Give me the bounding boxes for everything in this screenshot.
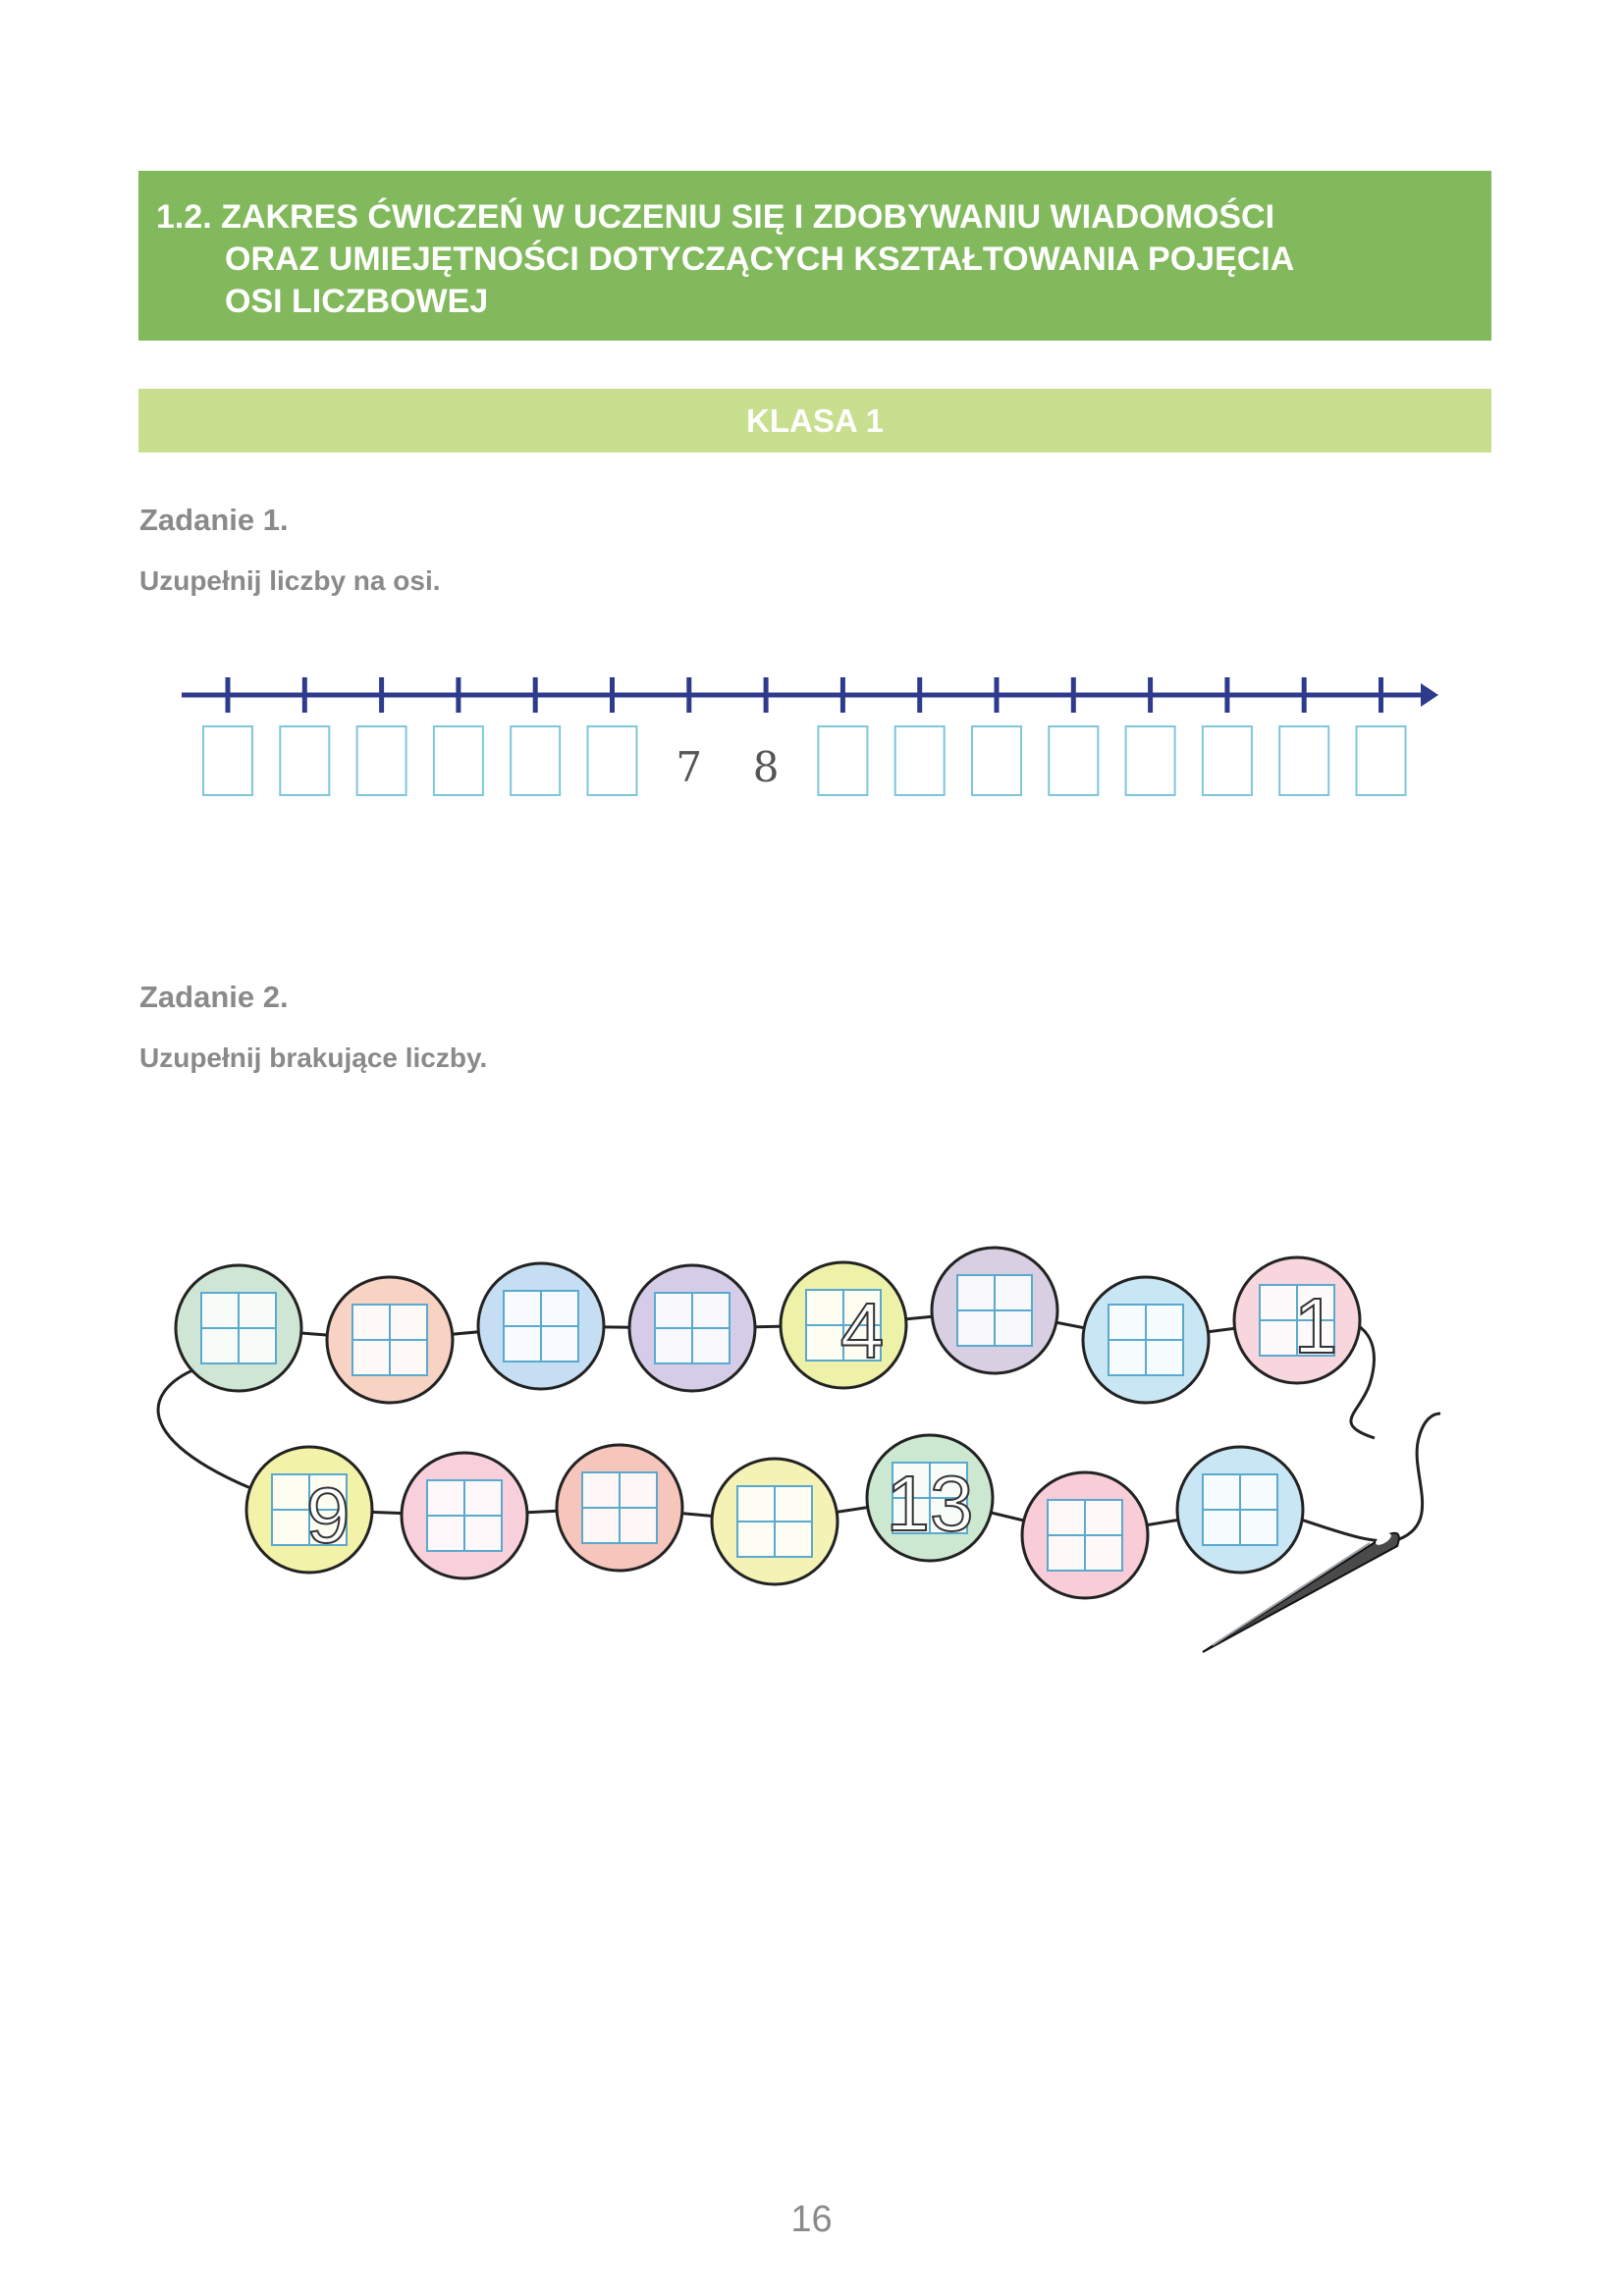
answer-box-6[interactable] [588,726,637,795]
bead-row1-8 [1234,1257,1360,1383]
class-label: KLASA 1 [138,389,1491,453]
section-header [138,171,1491,341]
section-title-line-1: 1.2. ZAKRES ĆWICZEŃ W UCZENIU SIĘ I ZDOBYWANIU WIADOMOŚCI [156,198,1275,236]
bead-row2-1 [246,1447,372,1573]
answer-box-11[interactable] [972,726,1021,795]
bead-row2-3[interactable] [557,1445,682,1571]
bead-row2-4[interactable] [712,1459,838,1584]
bead-row2-6[interactable] [1022,1472,1148,1598]
bead-row2-5 [867,1435,993,1561]
bead-chain [152,1227,1478,1669]
task1-title: Zadanie 1. [139,503,289,537]
bead-number: 4 [839,1287,885,1374]
section-title-line-2: ORAZ UMIEJĘTNOŚCI DOTYCZĄCYCH KSZTAŁTOWANIA POJĘCIA [225,240,1295,278]
answer-box-9[interactable] [818,726,867,795]
task1-instruction: Uzupełnij liczby na osi. [139,565,441,596]
bead-row1-5 [781,1262,906,1388]
section-title-line-3: OSI LICZBOWEJ [225,283,489,320]
bead-row1-7[interactable] [1083,1277,1209,1403]
answer-box-5[interactable] [511,726,560,795]
bead-row1-1[interactable] [176,1265,301,1391]
answer-box-2[interactable] [280,726,329,795]
answer-box-4[interactable] [434,726,483,795]
task2-title: Zadanie 2. [139,980,289,1014]
given-number-7: 7 [676,743,703,791]
answer-box-13[interactable] [1126,726,1175,795]
bead-row2-7[interactable] [1177,1447,1303,1573]
answer-box-12[interactable] [1049,726,1098,795]
task2-instruction: Uzupełnij brakujące liczby. [139,1042,488,1073]
bead-row1-3[interactable] [478,1263,604,1389]
bead-row1-4[interactable] [629,1265,755,1391]
answer-box-1[interactable] [203,726,252,795]
bead-row1-6[interactable] [932,1248,1057,1373]
answer-box-10[interactable] [895,726,945,795]
bead-number: 9 [305,1471,351,1559]
page-number: 16 [790,2199,833,2240]
given-number-8: 8 [752,743,780,791]
bead-number: 13 [886,1460,974,1547]
bead-row1-2[interactable] [327,1277,453,1403]
answer-box-16[interactable] [1357,726,1406,795]
answer-box-3[interactable] [357,726,406,795]
answer-box-15[interactable] [1279,726,1328,795]
number-line [177,667,1453,805]
section-number: 1.2. [156,198,212,236]
arrow-head-icon [1421,683,1438,707]
answer-box-14[interactable] [1203,726,1252,795]
bead-number: 1 [1293,1282,1338,1369]
bead-row2-2[interactable] [402,1453,527,1578]
